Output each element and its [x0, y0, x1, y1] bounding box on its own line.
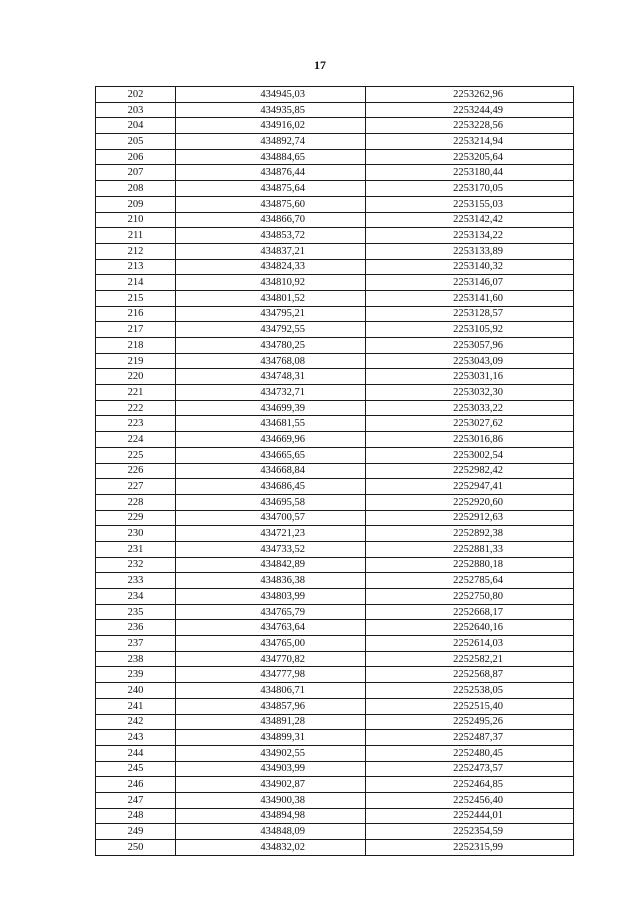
table-row — [96, 228, 574, 244]
table-row — [96, 322, 574, 338]
x-coordinate-cell: 434935,85 — [176, 102, 366, 118]
x-coordinate-cell: 434902,87 — [176, 777, 366, 793]
x-coordinate-cell: 434824,33 — [176, 259, 366, 275]
x-coordinate-cell: 434945,03 — [176, 87, 366, 103]
point-number-cell: 244 — [96, 745, 176, 761]
page-number: 17 — [314, 58, 326, 72]
table-row — [96, 212, 574, 228]
y-coordinate-cell: 2252487,37 — [366, 730, 574, 746]
point-number-cell: 235 — [96, 604, 176, 620]
table-row — [96, 118, 574, 134]
y-coordinate-cell: 2252614,03 — [366, 636, 574, 652]
table-row — [96, 777, 574, 793]
point-number-cell: 203 — [96, 102, 176, 118]
table-row — [96, 494, 574, 510]
y-coordinate-cell: 2253141,60 — [366, 290, 574, 306]
y-coordinate-cell: 2252982,42 — [366, 463, 574, 479]
x-coordinate-cell: 434795,21 — [176, 306, 366, 322]
point-number-cell: 232 — [96, 557, 176, 573]
x-coordinate-cell: 434876,44 — [176, 165, 366, 181]
table-row — [96, 604, 574, 620]
y-coordinate-cell: 2252515,40 — [366, 698, 574, 714]
table-row — [96, 541, 574, 557]
point-number-cell: 242 — [96, 714, 176, 730]
table-row — [96, 196, 574, 212]
x-coordinate-cell: 434842,89 — [176, 557, 366, 573]
x-coordinate-cell: 434875,60 — [176, 196, 366, 212]
table-row — [96, 526, 574, 542]
y-coordinate-cell: 2252473,57 — [366, 761, 574, 777]
table-row — [96, 745, 574, 761]
x-coordinate-cell: 434792,55 — [176, 322, 366, 338]
point-number-cell: 213 — [96, 259, 176, 275]
y-coordinate-cell: 2252480,45 — [366, 745, 574, 761]
point-number-cell: 240 — [96, 683, 176, 699]
x-coordinate-cell: 434884,65 — [176, 149, 366, 165]
table-row — [96, 651, 574, 667]
x-coordinate-cell: 434803,99 — [176, 589, 366, 605]
table-row — [96, 353, 574, 369]
y-coordinate-cell: 2253016,86 — [366, 432, 574, 448]
point-number-cell: 228 — [96, 494, 176, 510]
point-number-cell: 221 — [96, 385, 176, 401]
x-coordinate-cell: 434902,55 — [176, 745, 366, 761]
y-coordinate-cell: 2253180,44 — [366, 165, 574, 181]
table-row — [96, 714, 574, 730]
x-coordinate-cell: 434669,96 — [176, 432, 366, 448]
table-row — [96, 589, 574, 605]
point-number-cell: 223 — [96, 416, 176, 432]
table-row — [96, 400, 574, 416]
table-row — [96, 87, 574, 103]
x-coordinate-cell: 434695,58 — [176, 494, 366, 510]
point-number-cell: 219 — [96, 353, 176, 369]
y-coordinate-cell: 2253043,09 — [366, 353, 574, 369]
table-row — [96, 134, 574, 150]
x-coordinate-cell: 434668,84 — [176, 463, 366, 479]
point-number-cell: 207 — [96, 165, 176, 181]
y-coordinate-cell: 2252464,85 — [366, 777, 574, 793]
table-row — [96, 667, 574, 683]
point-number-cell: 208 — [96, 181, 176, 197]
x-coordinate-cell: 434770,82 — [176, 651, 366, 667]
y-coordinate-cell: 2252444,01 — [366, 808, 574, 824]
point-number-cell: 222 — [96, 400, 176, 416]
table-row — [96, 698, 574, 714]
x-coordinate-cell: 434866,70 — [176, 212, 366, 228]
table-row — [96, 840, 574, 856]
y-coordinate-cell: 2252668,17 — [366, 604, 574, 620]
point-number-cell: 245 — [96, 761, 176, 777]
y-coordinate-cell: 2252568,87 — [366, 667, 574, 683]
point-number-cell: 216 — [96, 306, 176, 322]
table-row — [96, 824, 574, 840]
point-number-cell: 241 — [96, 698, 176, 714]
y-coordinate-cell: 2253146,07 — [366, 275, 574, 291]
point-number-cell: 210 — [96, 212, 176, 228]
x-coordinate-cell: 434768,08 — [176, 353, 366, 369]
x-coordinate-cell: 434810,92 — [176, 275, 366, 291]
y-coordinate-cell: 2253128,57 — [366, 306, 574, 322]
y-coordinate-cell: 2253031,16 — [366, 369, 574, 385]
y-coordinate-cell: 2253133,89 — [366, 243, 574, 259]
y-coordinate-cell: 2252912,63 — [366, 510, 574, 526]
y-coordinate-cell: 2253142,42 — [366, 212, 574, 228]
table-row — [96, 573, 574, 589]
table-row — [96, 165, 574, 181]
x-coordinate-cell: 434801,52 — [176, 290, 366, 306]
x-coordinate-cell: 434892,74 — [176, 134, 366, 150]
y-coordinate-cell: 2252947,41 — [366, 479, 574, 495]
x-coordinate-cell: 434806,71 — [176, 683, 366, 699]
x-coordinate-cell: 434765,79 — [176, 604, 366, 620]
point-number-cell: 250 — [96, 840, 176, 856]
y-coordinate-cell: 2252785,64 — [366, 573, 574, 589]
point-number-cell: 234 — [96, 589, 176, 605]
table-row — [96, 463, 574, 479]
x-coordinate-cell: 434853,72 — [176, 228, 366, 244]
y-coordinate-cell: 2253140,32 — [366, 259, 574, 275]
point-number-cell: 206 — [96, 149, 176, 165]
point-number-cell: 217 — [96, 322, 176, 338]
point-number-cell: 220 — [96, 369, 176, 385]
y-coordinate-cell: 2253262,96 — [366, 87, 574, 103]
x-coordinate-cell: 434894,98 — [176, 808, 366, 824]
point-number-cell: 225 — [96, 447, 176, 463]
table-row — [96, 620, 574, 636]
y-coordinate-cell: 2252538,05 — [366, 683, 574, 699]
x-coordinate-cell: 434733,52 — [176, 541, 366, 557]
x-coordinate-cell: 434681,55 — [176, 416, 366, 432]
table-row — [96, 557, 574, 573]
y-coordinate-cell: 2253032,30 — [366, 385, 574, 401]
table-row — [96, 149, 574, 165]
point-number-cell: 227 — [96, 479, 176, 495]
x-coordinate-cell: 434765,00 — [176, 636, 366, 652]
y-coordinate-cell: 2253214,94 — [366, 134, 574, 150]
point-number-cell: 239 — [96, 667, 176, 683]
y-coordinate-cell: 2252892,38 — [366, 526, 574, 542]
y-coordinate-cell: 2253228,56 — [366, 118, 574, 134]
x-coordinate-cell: 434916,02 — [176, 118, 366, 134]
x-coordinate-cell: 434900,38 — [176, 792, 366, 808]
y-coordinate-cell: 2253155,03 — [366, 196, 574, 212]
y-coordinate-cell: 2253244,49 — [366, 102, 574, 118]
point-number-cell: 236 — [96, 620, 176, 636]
point-number-cell: 202 — [96, 87, 176, 103]
x-coordinate-cell: 434686,45 — [176, 479, 366, 495]
point-number-cell: 205 — [96, 134, 176, 150]
point-number-cell: 212 — [96, 243, 176, 259]
y-coordinate-cell: 2253027,62 — [366, 416, 574, 432]
x-coordinate-cell: 434665,65 — [176, 447, 366, 463]
x-coordinate-cell: 434848,09 — [176, 824, 366, 840]
y-coordinate-cell: 2253105,92 — [366, 322, 574, 338]
table-row — [96, 761, 574, 777]
y-coordinate-cell: 2253002,54 — [366, 447, 574, 463]
x-coordinate-cell: 434780,25 — [176, 338, 366, 354]
table-row — [96, 447, 574, 463]
y-coordinate-cell: 2252920,60 — [366, 494, 574, 510]
y-coordinate-cell: 2252881,33 — [366, 541, 574, 557]
point-number-cell: 248 — [96, 808, 176, 824]
x-coordinate-cell: 434700,57 — [176, 510, 366, 526]
point-number-cell: 224 — [96, 432, 176, 448]
x-coordinate-cell: 434899,31 — [176, 730, 366, 746]
point-number-cell: 231 — [96, 541, 176, 557]
x-coordinate-cell: 434777,98 — [176, 667, 366, 683]
table-row — [96, 636, 574, 652]
table-row — [96, 243, 574, 259]
x-coordinate-cell: 434875,64 — [176, 181, 366, 197]
table-row — [96, 792, 574, 808]
x-coordinate-cell: 434721,23 — [176, 526, 366, 542]
x-coordinate-cell: 434832,02 — [176, 840, 366, 856]
table-row — [96, 510, 574, 526]
table-row — [96, 416, 574, 432]
x-coordinate-cell: 434732,71 — [176, 385, 366, 401]
y-coordinate-cell: 2253134,22 — [366, 228, 574, 244]
y-coordinate-cell: 2253170,05 — [366, 181, 574, 197]
table-row — [96, 102, 574, 118]
point-number-cell: 247 — [96, 792, 176, 808]
table-row — [96, 181, 574, 197]
x-coordinate-cell: 434903,99 — [176, 761, 366, 777]
y-coordinate-cell: 2252456,40 — [366, 792, 574, 808]
point-number-cell: 233 — [96, 573, 176, 589]
point-number-cell: 229 — [96, 510, 176, 526]
y-coordinate-cell: 2253057,96 — [366, 338, 574, 354]
coordinates-table — [95, 86, 574, 856]
table-row — [96, 432, 574, 448]
table-row — [96, 290, 574, 306]
point-number-cell: 211 — [96, 228, 176, 244]
y-coordinate-cell: 2252354,59 — [366, 824, 574, 840]
y-coordinate-cell: 2252880,18 — [366, 557, 574, 573]
point-number-cell: 209 — [96, 196, 176, 212]
point-number-cell: 218 — [96, 338, 176, 354]
point-number-cell: 246 — [96, 777, 176, 793]
point-number-cell: 215 — [96, 290, 176, 306]
x-coordinate-cell: 434763,64 — [176, 620, 366, 636]
point-number-cell: 226 — [96, 463, 176, 479]
y-coordinate-cell: 2252315,99 — [366, 840, 574, 856]
point-number-cell: 237 — [96, 636, 176, 652]
y-coordinate-cell: 2252750,80 — [366, 589, 574, 605]
y-coordinate-cell: 2253205,64 — [366, 149, 574, 165]
table-row — [96, 259, 574, 275]
table-row — [96, 369, 574, 385]
x-coordinate-cell: 434837,21 — [176, 243, 366, 259]
point-number-cell: 238 — [96, 651, 176, 667]
table-row — [96, 479, 574, 495]
coordinates-table-body — [96, 87, 574, 856]
table-row — [96, 683, 574, 699]
table-row — [96, 385, 574, 401]
point-number-cell: 230 — [96, 526, 176, 542]
x-coordinate-cell: 434836,38 — [176, 573, 366, 589]
x-coordinate-cell: 434891,28 — [176, 714, 366, 730]
point-number-cell: 243 — [96, 730, 176, 746]
y-coordinate-cell: 2253033,22 — [366, 400, 574, 416]
table-row — [96, 338, 574, 354]
table-row — [96, 275, 574, 291]
y-coordinate-cell: 2252495,26 — [366, 714, 574, 730]
y-coordinate-cell: 2252640,16 — [366, 620, 574, 636]
x-coordinate-cell: 434748,31 — [176, 369, 366, 385]
x-coordinate-cell: 434857,96 — [176, 698, 366, 714]
point-number-cell: 204 — [96, 118, 176, 134]
table-row — [96, 306, 574, 322]
table-row — [96, 730, 574, 746]
point-number-cell: 249 — [96, 824, 176, 840]
y-coordinate-cell: 2252582,21 — [366, 651, 574, 667]
point-number-cell: 214 — [96, 275, 176, 291]
x-coordinate-cell: 434699,39 — [176, 400, 366, 416]
table-row — [96, 808, 574, 824]
